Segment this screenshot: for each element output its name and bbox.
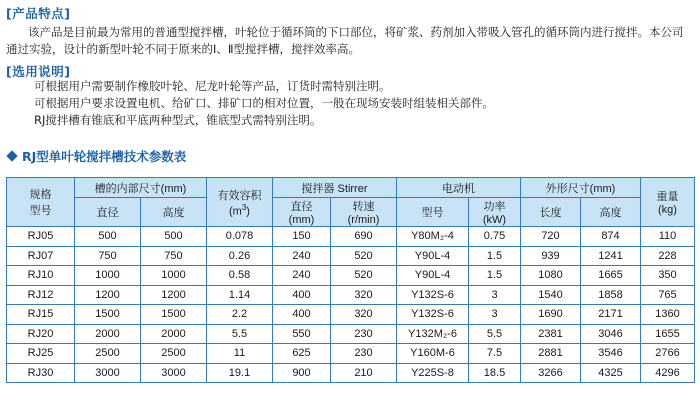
table-row [7, 266, 695, 286]
cell-model: RJ30 [7, 363, 75, 383]
selection-note-2: 可根据用户要求设置电机、给矿口、排矿口的相对位置，一般在现场安装时组装相关部件。 [34, 96, 494, 110]
cell-tank-height: 3000 [141, 363, 207, 383]
cell-model: RJ25 [7, 344, 75, 364]
cell-weight: 228 [641, 246, 695, 266]
cell-outline-height: 3046 [581, 324, 641, 344]
cell-stirrer-diameter: 550 [273, 324, 331, 344]
header-weight-line2: (kg) [658, 204, 677, 216]
header-outline-length: 长度 [521, 198, 581, 227]
cell-motor-model: Y132M₂-6 [397, 324, 469, 344]
cell-outline-height: 3546 [581, 344, 641, 364]
cell-stirrer-speed: 320 [331, 305, 397, 325]
cell-stirrer-diameter: 400 [273, 305, 331, 325]
cell-stirrer-diameter: 625 [273, 344, 331, 364]
cell-tank-diameter: 1000 [75, 266, 141, 286]
header-stirrer-speed-line2: (r/min) [347, 214, 380, 226]
header-model [7, 178, 75, 227]
cell-outline-height: 874 [581, 227, 641, 247]
table-row [7, 305, 695, 325]
cell-outline-height: 1665 [581, 266, 641, 286]
cell-weight: 765 [641, 285, 695, 305]
cell-motor-power: 1.5 [469, 246, 521, 266]
table-row [7, 324, 695, 344]
selection-note-1: 可根据用户需要制作橡胶叶轮、尼龙叶轮等产品，订货时需特别注明。 [34, 79, 391, 93]
section-heading-selection: [选用说明] [6, 64, 71, 79]
cell-motor-power: 3 [469, 305, 521, 325]
cell-motor-power: 18.5 [469, 363, 521, 383]
cell-motor-power: 0.75 [469, 227, 521, 247]
header-stirrer-diameter [273, 198, 331, 227]
table-title-row [6, 147, 186, 165]
cell-outline-length: 2381 [521, 324, 581, 344]
cell-volume: 0.078 [207, 227, 273, 247]
cell-motor-power: 5.5 [469, 324, 521, 344]
table-row [7, 285, 695, 305]
cell-stirrer-diameter: 900 [273, 363, 331, 383]
cell-stirrer-speed: 520 [331, 246, 397, 266]
cell-outline-length: 1080 [521, 266, 581, 286]
table-row [7, 246, 695, 266]
selection-notes [6, 78, 694, 129]
cell-motor-power: 1.5 [469, 266, 521, 286]
header-volume-line1: 有效容积 [217, 189, 262, 202]
cell-outline-length: 939 [521, 246, 581, 266]
volume-unit-sup: 3 [241, 202, 247, 212]
cell-outline-height: 2171 [581, 305, 641, 325]
cell-stirrer-speed: 320 [331, 285, 397, 305]
cell-tank-height: 500 [141, 227, 207, 247]
cell-outline-length: 720 [521, 227, 581, 247]
cell-outline-length: 3266 [521, 363, 581, 383]
cell-stirrer-diameter: 240 [273, 266, 331, 286]
features-paragraph [6, 24, 694, 58]
cell-stirrer-diameter: 150 [273, 227, 331, 247]
header-volume-unit [207, 203, 272, 218]
cell-weight: 110 [641, 227, 695, 247]
cell-outline-height: 4325 [581, 363, 641, 383]
diamond-bullet-icon [6, 150, 17, 161]
header-stirrer-speed [331, 198, 397, 227]
cell-model: RJ12 [7, 285, 75, 305]
cell-model: RJ15 [7, 305, 75, 325]
cell-motor-model: Y90L-4 [397, 246, 469, 266]
cell-tank-diameter: 500 [75, 227, 141, 247]
section-heading-features: [产品特点] [6, 6, 71, 21]
cell-motor-model: Y132S-6 [397, 305, 469, 325]
header-model-line2: 型号 [29, 205, 52, 217]
cell-volume: 0.58 [207, 266, 273, 286]
cell-stirrer-diameter: 240 [273, 246, 331, 266]
cell-motor-model: Y90L-4 [397, 266, 469, 286]
header-outline: 外形尺寸(mm) [521, 178, 641, 198]
cell-motor-model: Y225S-8 [397, 363, 469, 383]
cell-weight: 1360 [641, 305, 695, 325]
cell-tank-height: 1500 [141, 305, 207, 325]
cell-stirrer-speed: 690 [331, 227, 397, 247]
table-row [7, 344, 695, 364]
header-motor: 电动机 [397, 178, 521, 198]
cell-stirrer-diameter: 400 [273, 285, 331, 305]
cell-motor-model: Y160M-6 [397, 344, 469, 364]
cell-tank-height: 1000 [141, 266, 207, 286]
header-motor-power [469, 198, 521, 227]
cell-tank-height: 2500 [141, 344, 207, 364]
header-motor-power-line2: (kW) [482, 214, 507, 226]
cell-model: RJ05 [7, 227, 75, 247]
table-row [7, 363, 695, 383]
cell-volume: 1.14 [207, 285, 273, 305]
cell-weight: 350 [641, 266, 695, 286]
header-volume [207, 178, 273, 227]
header-weight-line1: 重量 [656, 191, 679, 203]
header-stirrer-diameter-line1: 直径 [290, 201, 313, 213]
cell-tank-height: 1200 [141, 285, 207, 305]
header-stirrer-speed-line1: 转速 [352, 201, 375, 213]
cell-stirrer-speed: 230 [331, 324, 397, 344]
header-stirrer-diameter-line2: (mm) [288, 214, 315, 226]
cell-outline-length: 2881 [521, 344, 581, 364]
cell-volume: 2.2 [207, 305, 273, 325]
header-model-line1: 规格 [29, 189, 52, 201]
cell-stirrer-speed: 520 [331, 266, 397, 286]
cell-outline-height: 1858 [581, 285, 641, 305]
cell-tank-diameter: 3000 [75, 363, 141, 383]
cell-tank-diameter: 750 [75, 246, 141, 266]
cell-weight: 2766 [641, 344, 695, 364]
cell-volume: 19.1 [207, 363, 273, 383]
header-outline-height: 高度 [581, 198, 641, 227]
cell-tank-height: 2000 [141, 324, 207, 344]
cell-tank-diameter: 2000 [75, 324, 141, 344]
header-weight [641, 178, 695, 227]
table-row [7, 227, 695, 247]
cell-outline-length: 1690 [521, 305, 581, 325]
cell-tank-diameter: 1200 [75, 285, 141, 305]
cell-motor-power: 7.5 [469, 344, 521, 364]
cell-tank-height: 750 [141, 246, 207, 266]
cell-outline-height: 1241 [581, 246, 641, 266]
header-tank-diameter: 直径 [75, 198, 141, 227]
cell-motor-power: 3 [469, 285, 521, 305]
header-motor-model: 型号 [397, 198, 469, 227]
cell-motor-model: Y132S-6 [397, 285, 469, 305]
volume-unit-close: ) [246, 205, 250, 218]
cell-model: RJ10 [7, 266, 75, 286]
cell-outline-length: 1540 [521, 285, 581, 305]
spec-table-body [7, 227, 695, 383]
cell-model: RJ20 [7, 324, 75, 344]
header-tank-inner: 槽的内部尺寸(mm) [75, 178, 207, 198]
header-stirrer: 搅拌器 Stirrer [273, 178, 397, 198]
cell-stirrer-speed: 230 [331, 344, 397, 364]
cell-tank-diameter: 2500 [75, 344, 141, 364]
features-text: 该产品是目前最为常用的普通型搅拌槽，叶轮位于循环筒的下口部位，将矿浆、药剂加入带吸入管孔的循环筒内进行搅拌。本公司通过实验，设计的新型叶轮不同于原来的Ⅰ、Ⅱ型搅拌槽，搅拌效率高。 [6, 25, 684, 56]
header-tank-height: 高度 [141, 198, 207, 227]
cell-model: RJ07 [7, 246, 75, 266]
table-title: RJ型单叶轮搅拌槽技术参数表 [22, 149, 187, 164]
cell-volume: 11 [207, 344, 273, 364]
header-motor-power-line1: 功率 [483, 201, 506, 213]
cell-tank-diameter: 1500 [75, 305, 141, 325]
volume-unit-base: (m [229, 205, 242, 218]
cell-volume: 0.26 [207, 246, 273, 266]
cell-weight: 4296 [641, 363, 695, 383]
spec-table [6, 177, 695, 383]
cell-motor-model: Y80M₂-4 [397, 227, 469, 247]
cell-stirrer-speed: 210 [331, 363, 397, 383]
cell-weight: 1655 [641, 324, 695, 344]
cell-volume: 5.5 [207, 324, 273, 344]
selection-note-3: RJ搅拌槽有锥底和平底两种型式，锥底型式需特别注明。 [34, 113, 322, 127]
